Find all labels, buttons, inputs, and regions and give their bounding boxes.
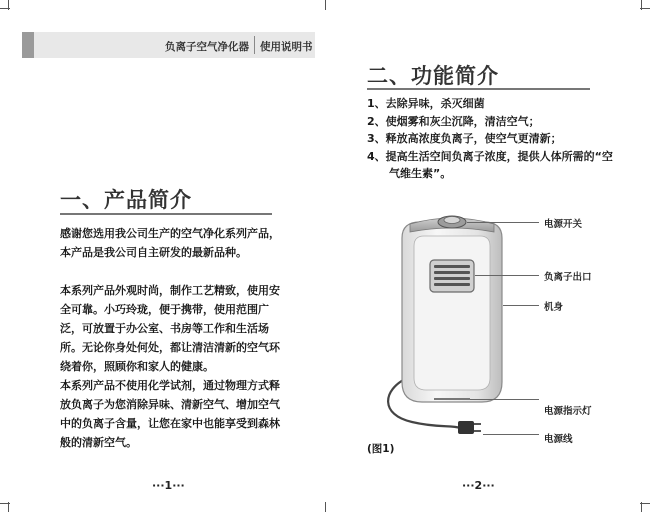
intro-paragraph-3: 本系列产品不使用化学试剂，通过物理方式释放负离子为您消除异味、清新空气、增加空气中的负离子含量，让您在家中也能享受到森林般的清新空气。 [60, 379, 280, 449]
features-title: 二、功能简介 [367, 64, 499, 88]
figure-caption: (图1) [367, 443, 395, 455]
feature-item: 3、释放高浓度负离子，使空气更清新； [367, 132, 562, 145]
product-intro-title: 一、产品简介 [60, 188, 192, 212]
callout-line-body [503, 305, 539, 306]
product-intro-title-rule [60, 213, 272, 215]
label-power-indicator: 电源指示灯 [544, 406, 592, 417]
intro-paragraph-1: 感谢您选用我公司生产的空气净化系列产品，本产品是我公司自主研发的最新品种。 [60, 227, 280, 259]
page-number-left: ···1··· [152, 479, 185, 492]
air-purifier-illustration [372, 210, 547, 460]
header-divider [254, 36, 255, 54]
header-product-name: 负离子空气净化器 [165, 41, 249, 53]
callout-line-ion-outlet [475, 275, 539, 276]
intro-paragraph-2: 本系列产品外观时尚，制作工艺精致，使用安全可靠。小巧玲珑，便于携带，使用范围广泛，可放置于办公室、书房等工作和生活场所。无论你身处何处，都让清洁清新的空气环绕着你，照顾你和家人的健康。 [60, 284, 280, 373]
feature-item: 2、使烟雾和灰尘沉降，清洁空气； [367, 114, 540, 128]
power-plug-icon [458, 421, 481, 434]
header-manual-label: 使用说明书 [260, 41, 313, 53]
device-front-panel-icon [414, 236, 490, 390]
features-title-rule [367, 88, 590, 90]
feature-item: 1、去除异味，杀灭细菌 [367, 97, 485, 110]
label-power-switch: 电源开关 [544, 219, 583, 230]
label-ion-outlet: 负离子出口 [544, 272, 592, 283]
product-intro-body [60, 224, 280, 452]
callout-line-indicator [470, 399, 539, 400]
power-indicator-icon [434, 398, 470, 400]
right-page [325, 0, 650, 512]
ion-outlet-grille-icon [430, 260, 474, 292]
callout-line-power-cord [483, 434, 539, 435]
page-number-right: ···2··· [462, 479, 495, 492]
header-stripe [22, 32, 34, 58]
power-switch-icon [438, 216, 466, 228]
callout-line-power-switch [467, 222, 539, 223]
feature-item: 4、提高生活空间负离子浓度，提供人体所需的“空气维生素”。 [367, 149, 613, 180]
label-power-cord: 电源线 [544, 434, 573, 445]
feature-list [367, 95, 617, 183]
label-device-body: 机身 [544, 302, 564, 313]
